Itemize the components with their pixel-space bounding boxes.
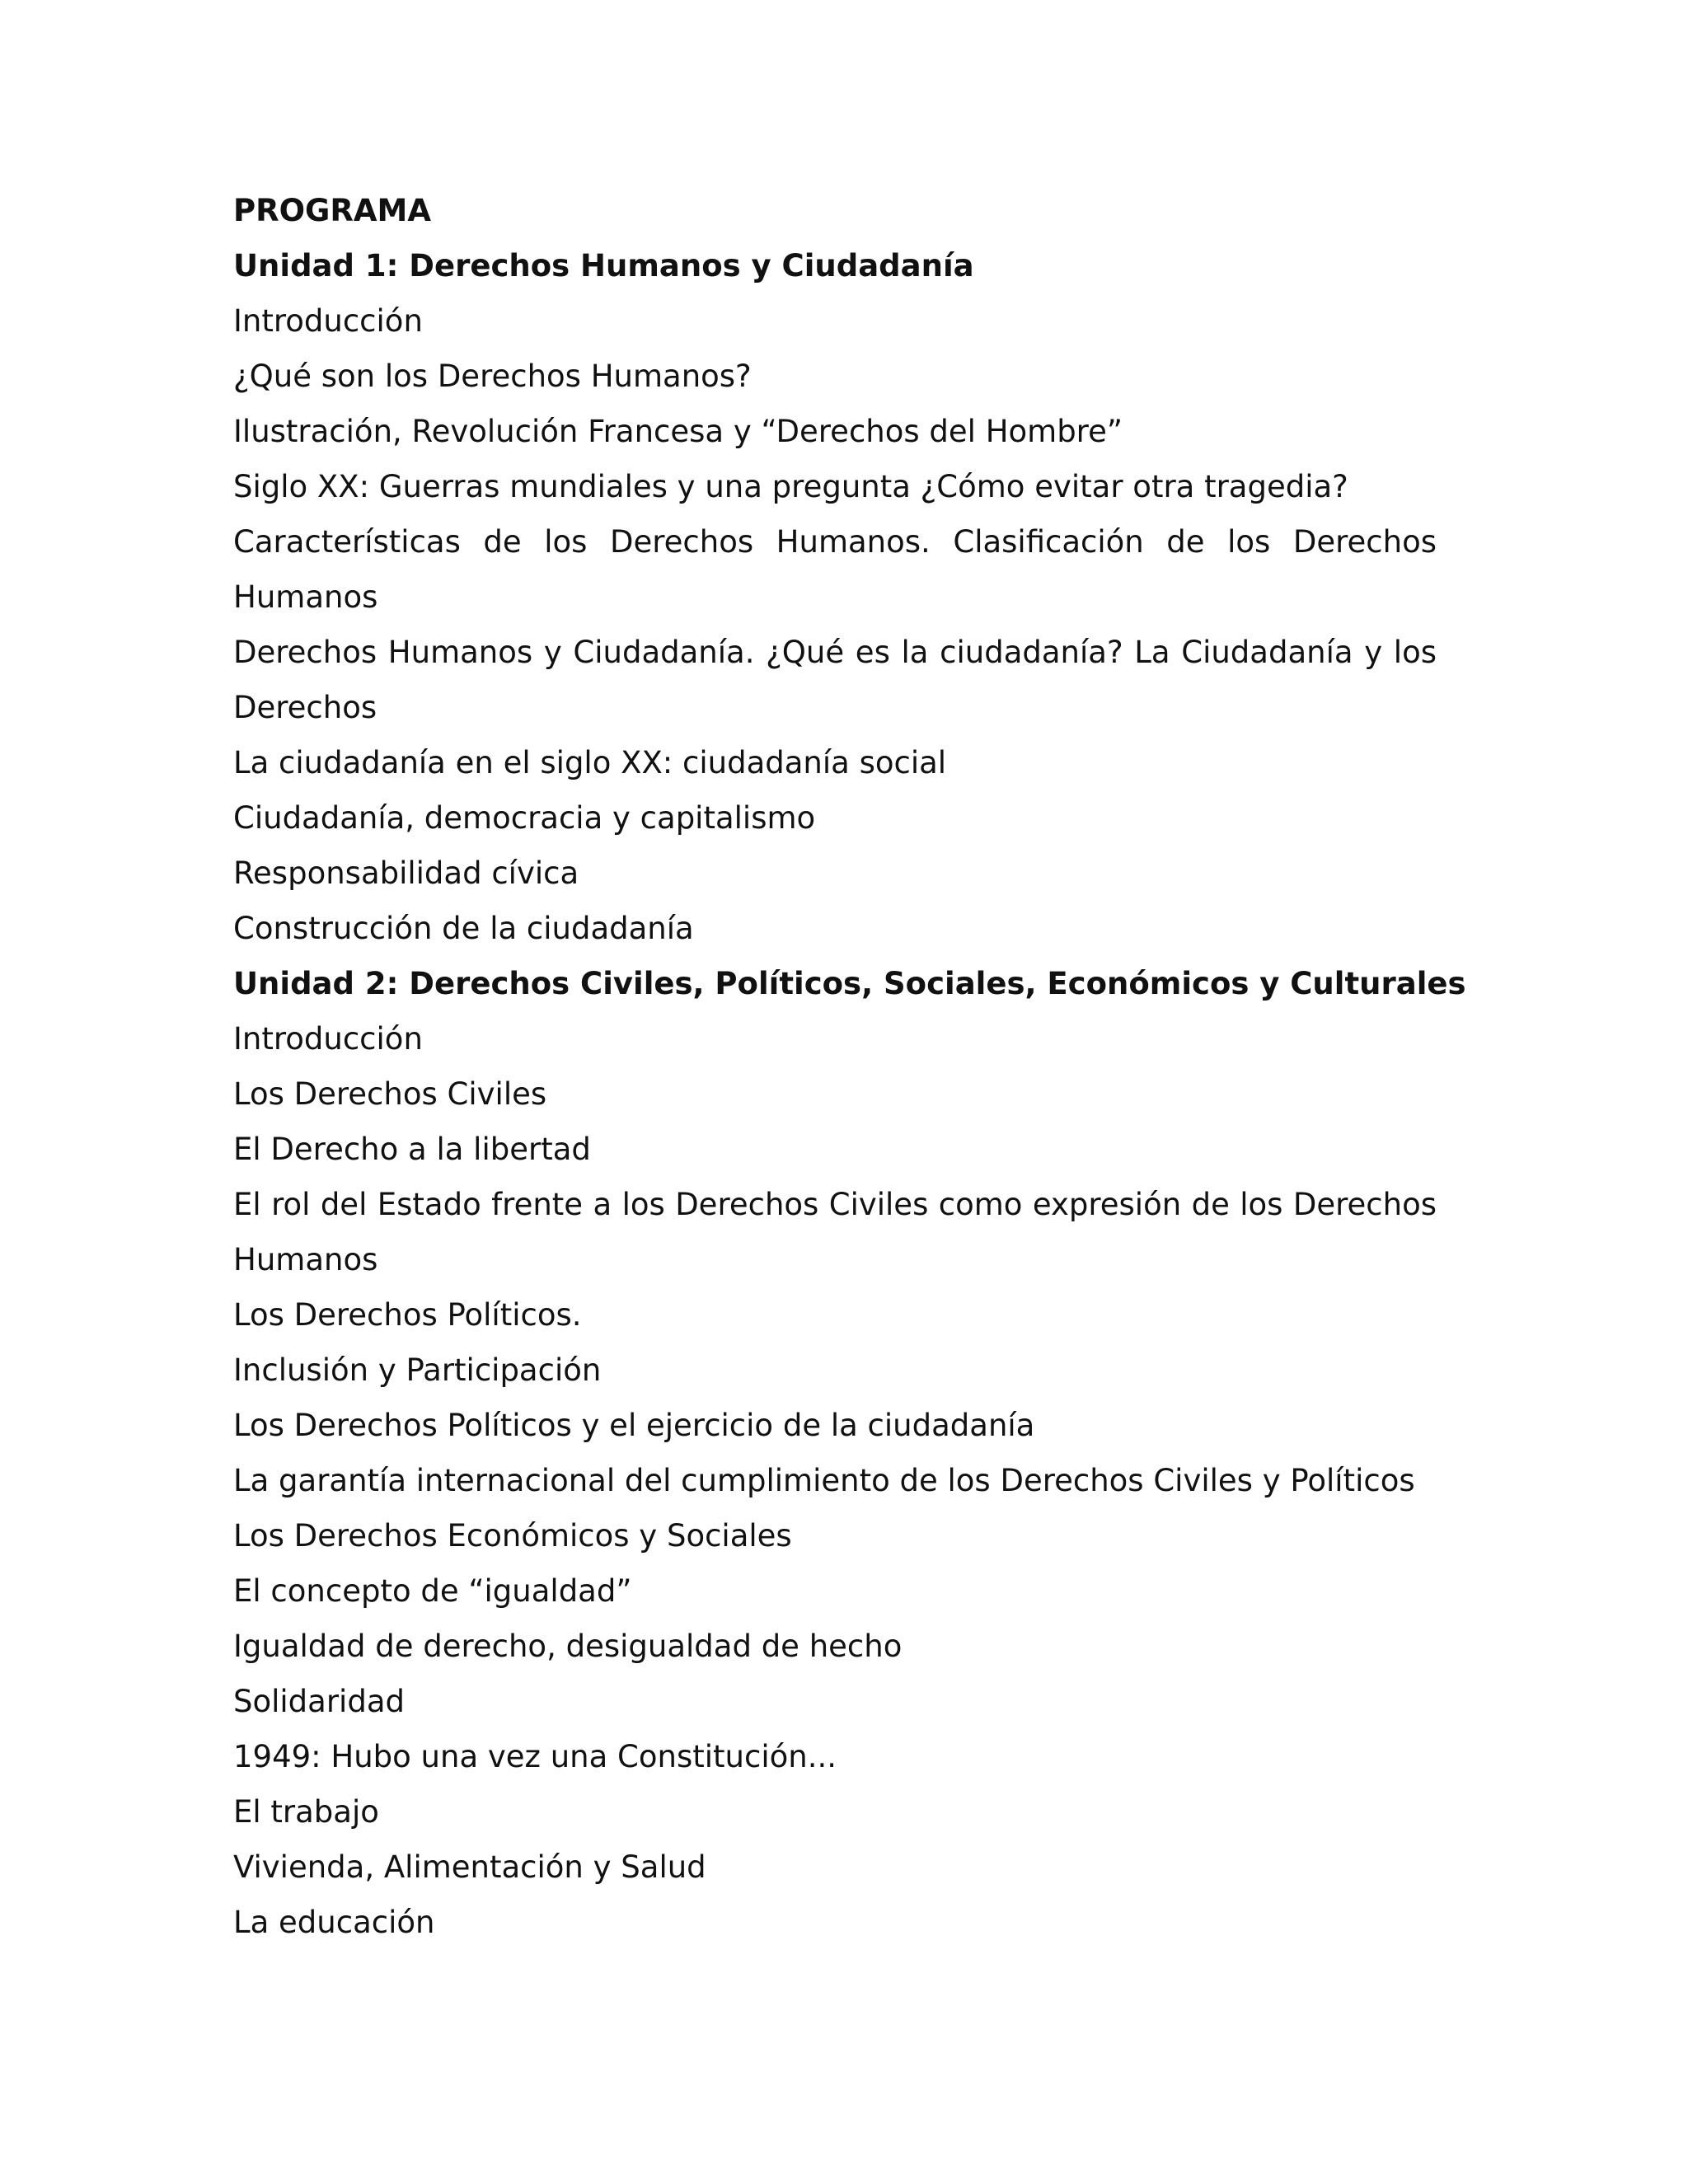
unit-2-item: Inclusión y Participación (233, 1352, 602, 1388)
unit-1-item: Ciudadanía, democracia y capitalismo (233, 800, 816, 836)
unit-1-item: Características de los Derechos Humanos. Clasificación de los Derechos Humanos (233, 524, 1437, 615)
unit-1-item: Introducción (233, 303, 423, 339)
unit-1-item: Ilustración, Revolución Francesa y “Derechos del Hombre” (233, 414, 1123, 449)
unit-2-item: Los Derechos Civiles (233, 1076, 547, 1112)
unit-1-item: Construcción de la ciudadanía (233, 911, 694, 946)
unit-1-heading: Unidad 1: Derechos Humanos y Ciudadanía (233, 248, 974, 284)
unit-1-item: Responsabilidad cívica (233, 855, 579, 891)
unit-2-heading: Unidad 2: Derechos Civiles, Políticos, Sociales, Económicos y Culturales (233, 966, 1466, 1001)
unit-2-item: Igualdad de derecho, desigualdad de hecho (233, 1629, 903, 1664)
unit-2-item: El trabajo (233, 1794, 379, 1830)
unit-2-item: Vivienda, Alimentación y Salud (233, 1849, 706, 1885)
unit-2-item: 1949: Hubo una vez una Constitución... (233, 1739, 837, 1774)
unit-1-item: Derechos Humanos y Ciudadanía. ¿Qué es la ciudadanía? La Ciudadanía y los Derechos (233, 635, 1437, 725)
unit-1-item: La ciudadanía en el siglo XX: ciudadanía social (233, 745, 947, 780)
program-content (233, 183, 1466, 1950)
unit-2-item: Introducción (233, 1021, 423, 1057)
unit-2-item: La garantía internacional del cumplimiento de los Derechos Civiles y Políticos (233, 1463, 1415, 1498)
unit-1-item: ¿Qué son los Derechos Humanos? (233, 359, 752, 394)
unit-2-item: Los Derechos Económicos y Sociales (233, 1518, 792, 1554)
unit-2-item: Los Derechos Políticos. (233, 1297, 582, 1333)
unit-2-item: El concepto de “igualdad” (233, 1573, 632, 1609)
unit-2-item: Los Derechos Políticos y el ejercicio de la ciudadanía (233, 1408, 1035, 1443)
unit-2-item: La educación (233, 1905, 435, 1940)
unit-2-item: El rol del Estado frente a los Derechos Civiles como expresión de los Derechos Humanos (233, 1187, 1437, 1277)
unit-2-item: El Derecho a la libertad (233, 1132, 591, 1167)
document-title: PROGRAMA (233, 193, 432, 228)
unit-1-item: Siglo XX: Guerras mundiales y una pregunta ¿Cómo evitar otra tragedia? (233, 469, 1348, 504)
unit-2-item: Solidaridad (233, 1684, 405, 1719)
